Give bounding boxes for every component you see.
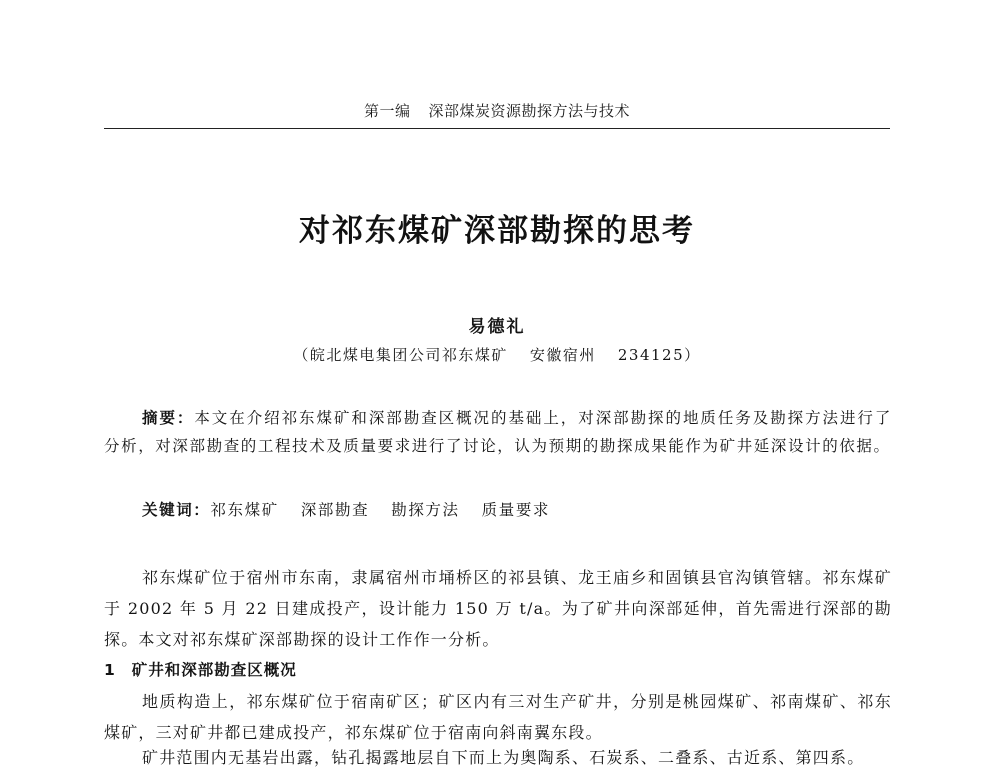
keywords <box>142 498 892 520</box>
affiliation-postcode: 234125） <box>617 346 701 364</box>
body-paragraph: 祁东煤矿位于宿州市东南，隶属宿州市埇桥区的祁县镇、龙王庙乡和固镇县官沟镇管辖。祁东煤矿于 2002 年 5 月 22 日建成投产，设计能力 150 万 t/a。为了矿井向深部延伸，首先需进行深部的勘探。本文对祁东煤矿深部勘探的设计工作作一分析。 <box>104 568 892 649</box>
running-header-part: 第一编 <box>363 102 411 120</box>
abstract-label: 摘要： <box>142 409 195 427</box>
body-paragraph: 地质构造上，祁东煤矿位于宿南矿区；矿区内有三对生产矿井，分别是桃园煤矿、祁南煤矿、祁东煤矿，三对矿井都已建成投产，祁东煤矿位于宿南向斜南翼东段。 <box>104 692 892 742</box>
body-paragraph: 矿井范围内无基岩出露，钻孔揭露地层自下而上为奥陶系、石炭系、二叠系、古近系、第四系。 <box>142 748 865 767</box>
keyword-item: 深部勘查 <box>300 501 370 519</box>
abstract-text: 本文在介绍祁东煤矿和深部勘查区概况的基础上，对深部勘探的地质任务及勘探方法进行了分析，对深部勘查的工程技术及质量要求进行了讨论，认为预期的勘探成果能作为矿井延深设计的依据。 <box>104 409 892 455</box>
keyword-item: 勘探方法 <box>391 501 460 519</box>
section-number: 1 <box>104 661 116 679</box>
running-header-title: 深部煤炭资源勘探方法与技术 <box>428 102 631 120</box>
keyword-item: 质量要求 <box>481 501 551 519</box>
section-heading <box>104 658 892 680</box>
section-title: 矿井和深部勘查区概况 <box>131 661 297 679</box>
article-title: 对祁东煤矿深部勘探的思考 <box>299 213 695 249</box>
author-name: 易德礼 <box>468 317 526 337</box>
keywords-label: 关键词： <box>142 501 211 519</box>
affiliation-org: （皖北煤电集团公司祁东煤矿 <box>293 346 508 364</box>
affiliation-location: 安徽宿州 <box>529 346 596 364</box>
running-header <box>104 100 890 121</box>
author-affiliation <box>104 344 890 365</box>
header-rule <box>104 128 890 129</box>
abstract <box>104 404 892 460</box>
keyword-item: 祁东煤矿 <box>210 501 279 519</box>
